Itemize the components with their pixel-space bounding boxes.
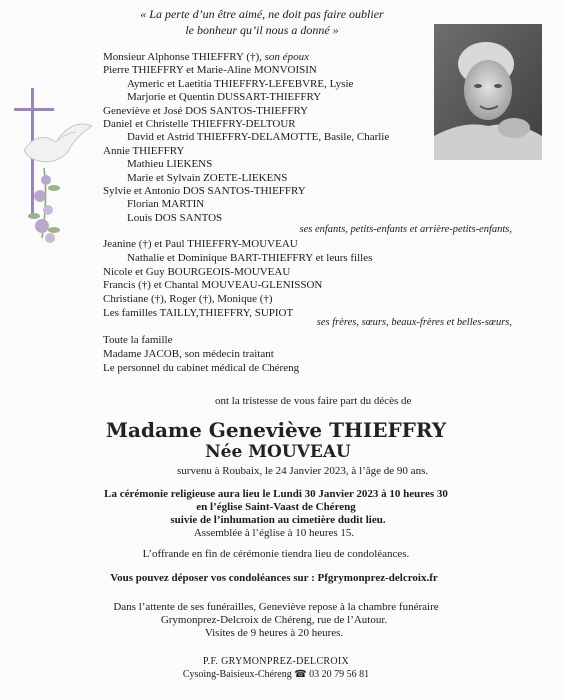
family-member-relation-note: son époux [261, 51, 309, 63]
condolences-line [0, 572, 556, 584]
sibling-line [103, 293, 273, 307]
family-member-line [127, 198, 204, 212]
family-member-line [127, 131, 389, 145]
death-info: survenu à Roubaix, le 24 Janvier 2023, à l’âge de 90 ans. [177, 465, 429, 477]
family-member-line [103, 185, 306, 199]
sibling-name: Nathalie et Dominique BART-THIEFFRY et leurs filles [127, 251, 373, 264]
family-member-line [103, 51, 309, 65]
sibling-name: Christiane (†), Roger (†), Monique (†) [103, 293, 273, 306]
sibling-name: Nicole et Guy BOURGEOIS-MOUVEAU [103, 265, 291, 278]
family-member-name: Marjorie et Quentin DUSSART-THIEFFRY [127, 91, 322, 104]
condolences-label: Vous pouvez déposer vos condoléances sur : [110, 572, 315, 584]
sibling-name: Les familles TAILLY,THIEFFRY, SUPIOT [103, 307, 294, 319]
family-member-name: Geneviève et José DOS SANTOS-THIEFFRY [103, 104, 309, 117]
quote-line-1: « La perte d’un être aimé, ne doit pas faire oublier [140, 7, 384, 21]
sibling-line [103, 279, 322, 293]
others-line-2: Madame JACOB, son médecin traitant [103, 348, 274, 360]
ceremony-line-2: en l’église Saint-Vaast de Chéreng [196, 501, 356, 513]
ceremony-line-1: La cérémonie religieuse aura lieu le Lundi 30 Janvier 2023 à 10 heures 30 [104, 488, 448, 500]
sibling-line [103, 238, 298, 252]
others-line-3: Le personnel du cabinet médical de Chéreng [103, 362, 300, 374]
sibling-name: Francis (†) et Chantal MOUVEAU-GLENISSON [103, 279, 323, 292]
announce-text: ont la tristesse de vous faire part du décès de [215, 395, 412, 407]
family-member-name: Sylvie et Antonio DOS SANTOS-THIEFFRY [103, 185, 306, 197]
family-member-name: Florian MARTIN [127, 198, 205, 211]
rest-line-1: Dans l’attente de ses funérailles, Geneviève repose à la chambre funéraire [113, 601, 439, 613]
family-member-name: Marie et Sylvain ZOETE-LIEKENS [127, 171, 288, 184]
cross-dove-flower-decoration [14, 88, 96, 260]
phone-icon: ☎ [294, 669, 307, 680]
family-member-name: Annie THIEFFRY [103, 144, 185, 157]
family-member-line [127, 172, 287, 186]
family-member-name: Daniel et Christelle THIEFFRY-DELTOUR [103, 118, 296, 130]
caption-children: ses enfants, petits-enfants et arrière-petits-enfants, [299, 224, 512, 235]
funeral-home-contact [0, 669, 558, 680]
funeral-home-location: Cysoing-Baisieux-Chéreng [182, 669, 292, 680]
ceremony-line-3: suivie de l’inhumation au cimetière dudit lieu. [170, 514, 386, 526]
family-member-line [103, 64, 317, 78]
family-member-line [127, 91, 321, 105]
assembly-time: Assemblée à l’église à 10 heures 15. [193, 527, 355, 539]
family-member-line [127, 158, 212, 172]
family-member-name: Aymeric et Laetitia THIEFFRY-LEFEBVRE, Lysie [127, 77, 354, 90]
family-member-name: Louis DOS SANTOS [127, 211, 223, 224]
maiden-name: Née MOUVEAU [205, 442, 351, 462]
portrait-photo [434, 24, 542, 160]
offering-note: L’offrande en fin de cérémonie tiendra lieu de condoléances. [142, 548, 410, 560]
family-member-name: Monsieur Alphonse THIEFFRY (†), [103, 51, 262, 63]
family-member-line [103, 118, 296, 132]
caption-siblings: ses frères, sœurs, beaux-frères et belles-sœurs, [316, 317, 512, 328]
funeral-home-phone: 03 20 79 56 81 [309, 669, 370, 680]
sibling-line [103, 266, 290, 280]
rest-line-2: Grymonprez-Delcroix de Chéreng, rue de l’Autour. [160, 614, 388, 626]
family-member-line [103, 145, 184, 159]
family-member-line [103, 105, 308, 119]
family-member-name: Pierre THIEFFRY et Marie-Aline MONVOISIN [103, 64, 317, 77]
family-member-name: David et Astrid THIEFFRY-DELAMOTTE, Basile, Charlie [127, 131, 390, 144]
family-member-line [127, 78, 353, 92]
quote-line-2: le bonheur qu’il nous a donné » [185, 23, 339, 37]
rest-line-3: Visites de 9 heures à 20 heures. [204, 627, 344, 639]
family-member-name: Mathieu LIEKENS [127, 158, 213, 171]
sibling-name: Jeanine (†) et Paul THIEFFRY-MOUVEAU [103, 238, 298, 250]
deceased-name: Madame Geneviève THIEFFRY [105, 418, 447, 442]
others-line-1: Toute la famille [103, 334, 173, 346]
sibling-line [127, 252, 372, 266]
funeral-home-name: P.F. GRYMONPREZ-DELCROIX [202, 656, 350, 667]
family-member-line [127, 212, 222, 226]
condolences-site[interactable]: Pfgrymonprez-delcroix.fr [317, 572, 438, 584]
